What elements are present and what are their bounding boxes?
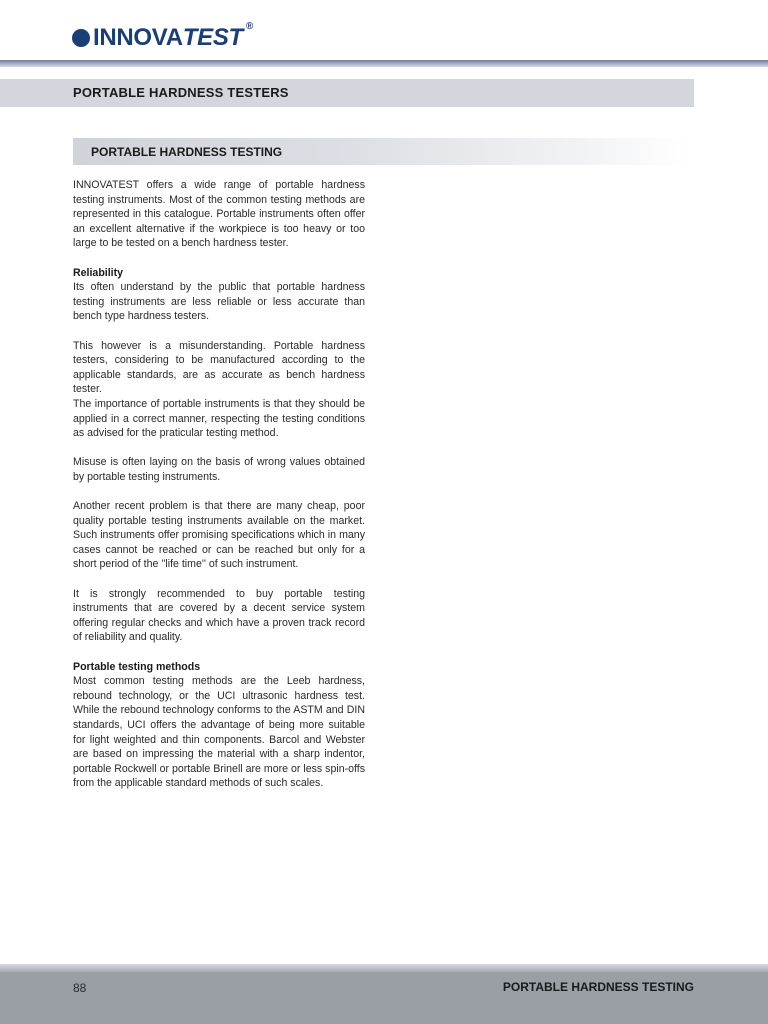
logo-accent-text: TEST <box>182 24 243 51</box>
logo-dot-icon <box>72 29 90 47</box>
reliability-paragraph-3: The importance of portable instruments is that they should be applied in a correct manner, respecting the testing conditions as advised for the praticular testing method. <box>73 397 365 440</box>
page-number: 88 <box>73 981 87 995</box>
logo-main-text: INNOVA <box>93 24 183 51</box>
section-title: PORTABLE HARDNESS TESTERS <box>73 85 289 100</box>
methods-paragraph: Most common testing methods are the Leeb hardness, rebound technology, or the UCI ultrasonic hardness test. While the rebound technology conforms to the ASTM and DIN standards, UCI offers the advantage of being more suitable for light weighted and thin components. Barcol and Webster are based on impressing the material with a sharp indentor, portable Rockwell or portable Brinell are more or less spin-offs from the applicable standard methods of such scales. <box>73 675 365 790</box>
subsection-title: PORTABLE HARDNESS TESTING <box>91 145 283 159</box>
reliability-heading: Reliability <box>73 266 124 279</box>
page-header <box>0 0 768 60</box>
footer-shade <box>0 964 768 972</box>
reliability-paragraph-6: It is strongly recommended to buy portable testing instruments that are covered by a decent service system offering regular checks and which have a proven track record of reliability and quality. <box>73 587 365 644</box>
logo-wordmark <box>93 21 253 51</box>
body-text <box>73 178 365 806</box>
reliability-paragraph-4: Misuse is often laying on the basis of wrong values obtained by portable testing instruments. <box>73 456 365 483</box>
reliability-paragraph-1: Its often understand by the public that portable hardness testing instruments are less reliable or less accurate than bench type hardness testers. <box>73 281 365 323</box>
page-footer <box>0 964 768 1024</box>
footer-title: PORTABLE HARDNESS TESTING <box>502 980 694 994</box>
reliability-paragraph-5: Another recent problem is that there are many cheap, poor quality portable testing instruments available on the market. Such instruments offer promising specifications which in many cases cannot be reached or can be reached but only for a short period of the ''life time'' of such instrument. <box>73 500 365 571</box>
header-rule <box>0 60 768 67</box>
registered-mark: ® <box>245 21 253 32</box>
innovatest-logo <box>72 21 253 52</box>
intro-paragraph: INNOVATEST offers a wide range of portable hardness testing instruments. Most of the common testing methods are represented in this catalogue. Portable instruments often offer an excellent alternative if the workpiece is too heavy or too large to be tested on a bench hardness tester. <box>73 179 365 250</box>
methods-heading: Portable testing methods <box>73 660 201 673</box>
reliability-paragraph-2: This however is a misunderstanding. Portable hardness testers, considering to be manufactured according to the applicable standards, are as accurate as bench hardness tester. <box>73 339 365 396</box>
